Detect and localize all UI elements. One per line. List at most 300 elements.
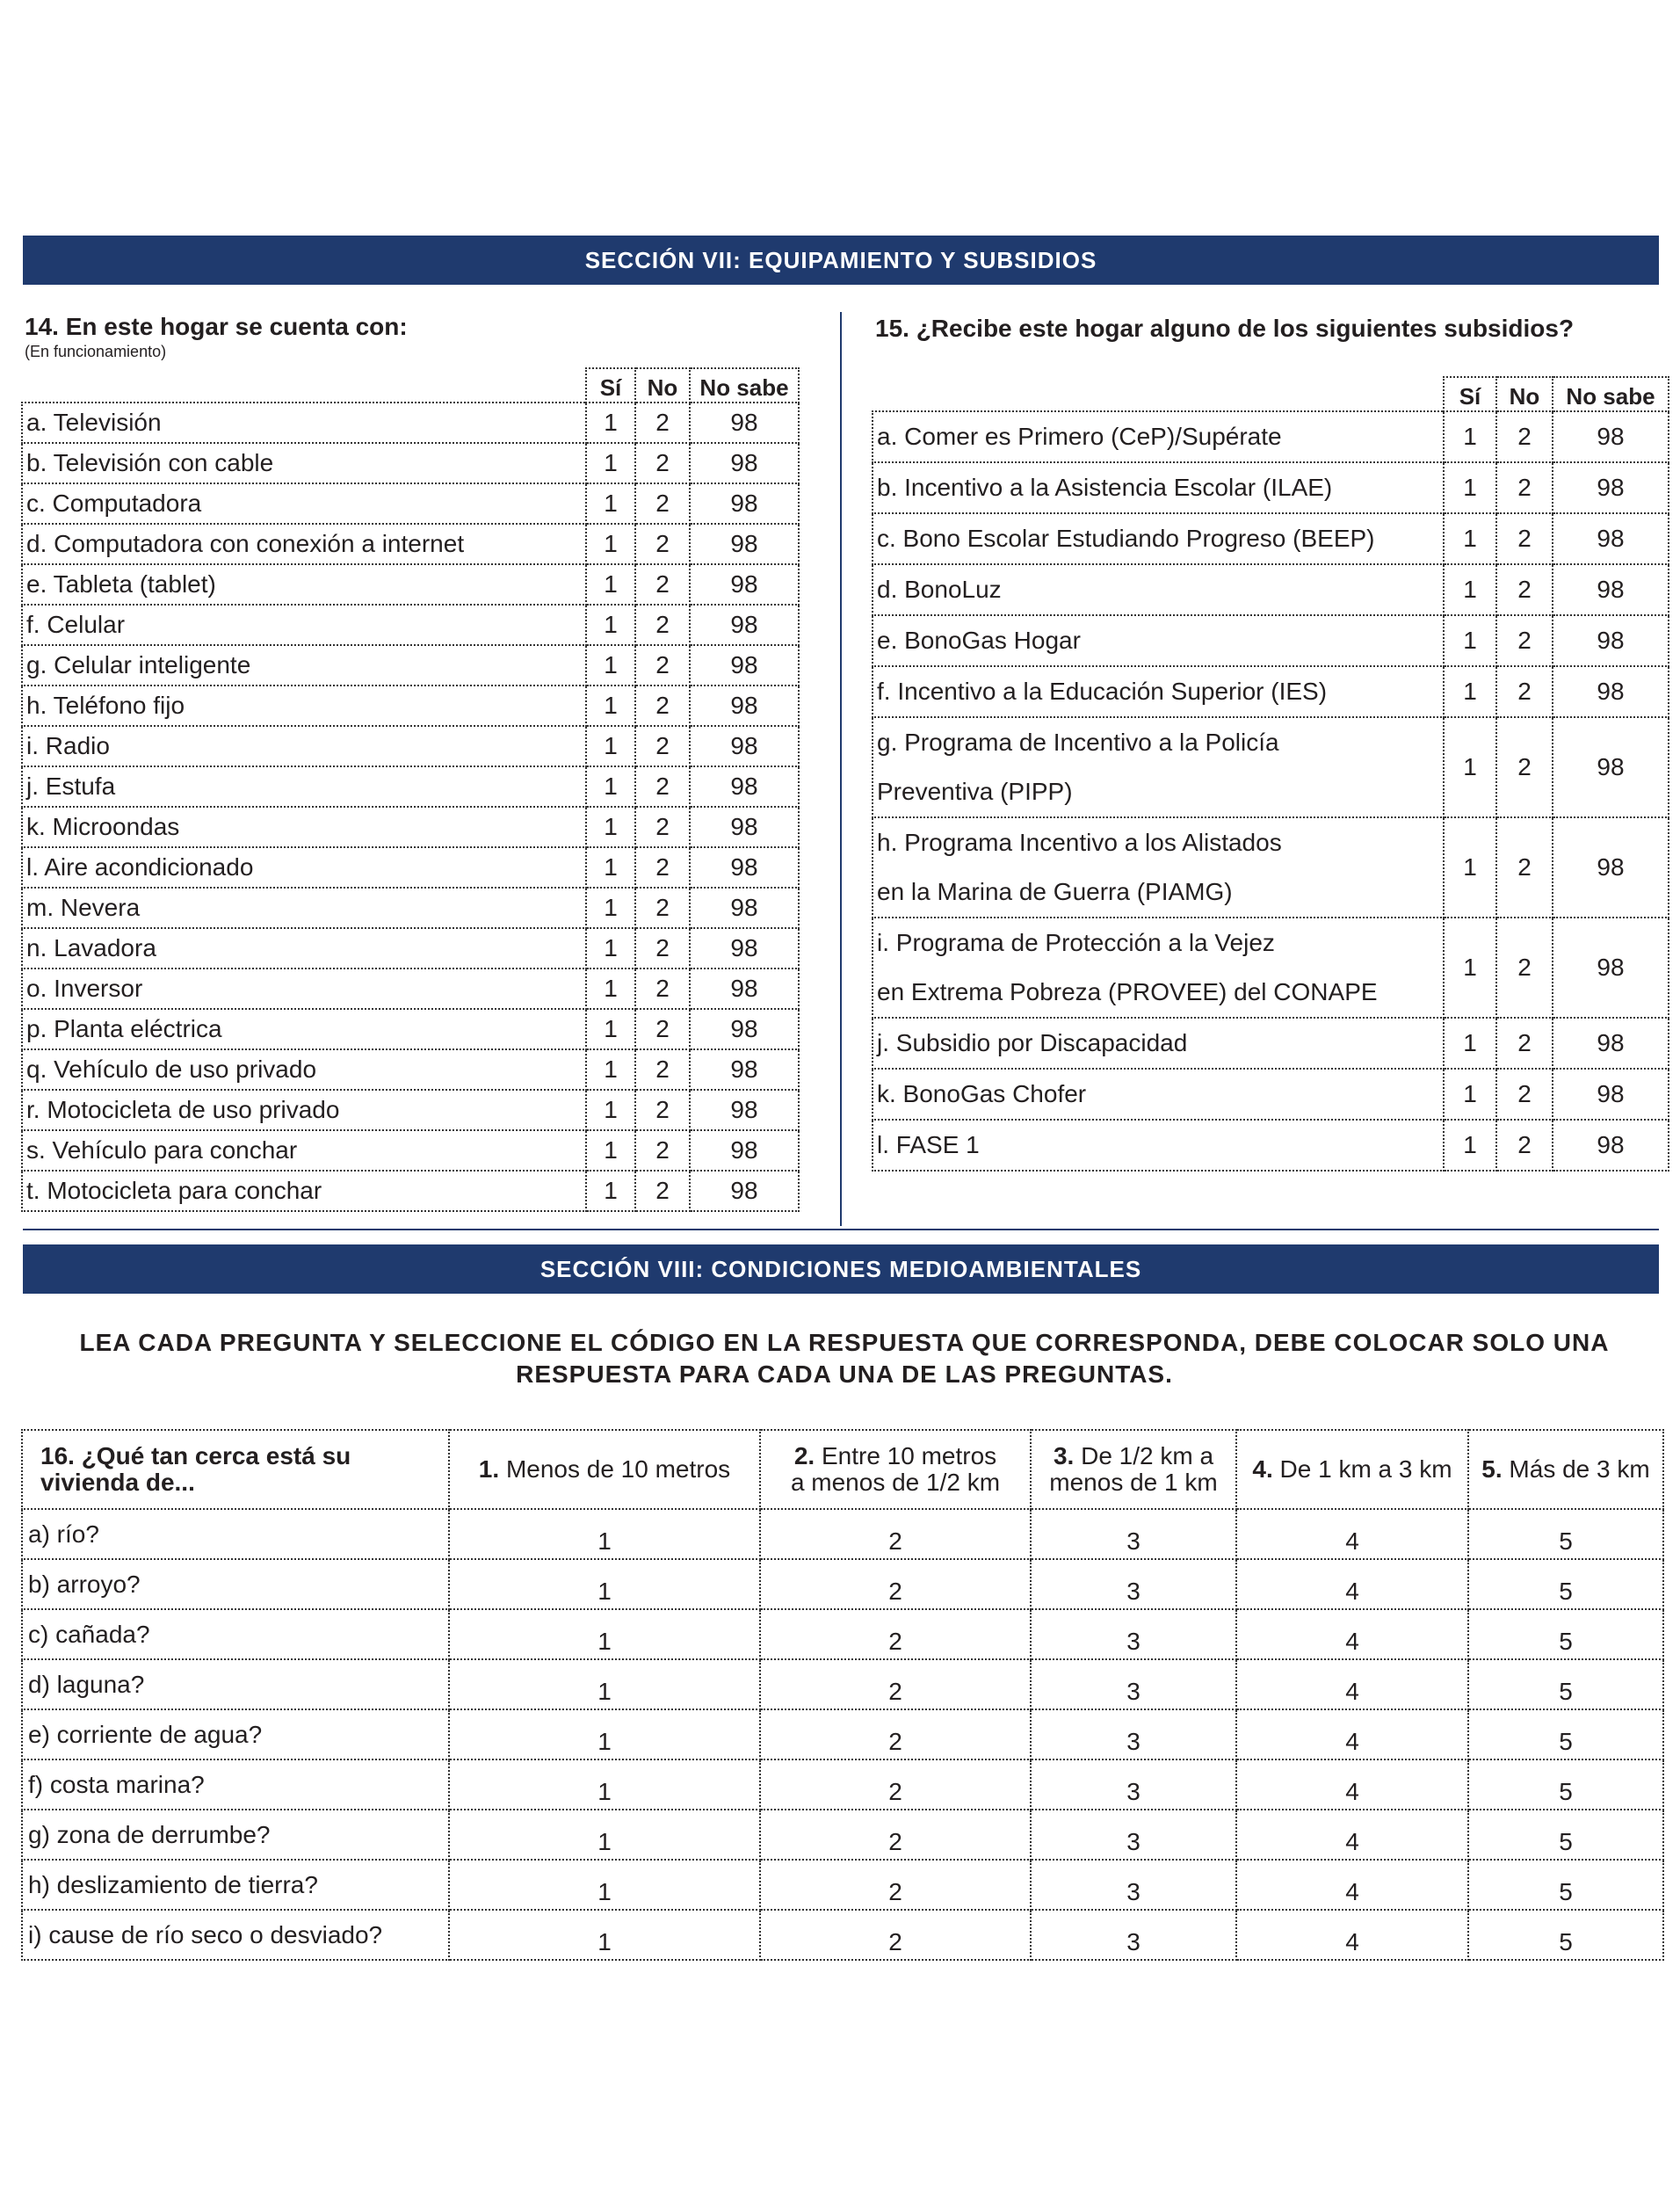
q16-code-cell[interactable] [1236, 1609, 1468, 1659]
q16-code: 5 [1559, 1777, 1573, 1805]
q16-code-cell[interactable] [1468, 1709, 1663, 1759]
q16-code-cell[interactable] [1468, 1609, 1663, 1659]
q14-table [21, 367, 800, 1212]
instruction-line-2: RESPUESTA PARA CADA UNA DE LAS PREGUNTAS. [516, 1360, 1173, 1388]
q15-code-no[interactable]: 2 [1496, 666, 1553, 717]
q15-code-nosabe[interactable]: 98 [1553, 717, 1669, 817]
q16-code-cell[interactable] [760, 1860, 1031, 1910]
q16-code: 1 [597, 1927, 612, 1955]
q16-code: 5 [1559, 1577, 1573, 1605]
q15-row-label [873, 918, 1444, 1018]
q16-row [22, 1860, 1663, 1910]
q16-code-cell[interactable] [760, 1609, 1031, 1659]
q14-code-no[interactable]: 2 [635, 645, 690, 686]
q14-code-no[interactable]: 2 [635, 1009, 690, 1049]
q16-column-number: 4. [1252, 1455, 1273, 1483]
q14-row [22, 1049, 799, 1090]
q14-code-nosabe[interactable]: 98 [690, 766, 799, 807]
q16-row [22, 1759, 1663, 1810]
q14-code-si[interactable]: 1 [586, 645, 635, 686]
q15-row-label [873, 615, 1444, 666]
q16-code-cell[interactable] [449, 1759, 760, 1810]
q16-code: 1 [597, 1877, 612, 1905]
q16-code: 3 [1126, 1777, 1141, 1805]
q15-code-nosabe[interactable]: 98 [1553, 411, 1669, 462]
q14-code-si[interactable]: 1 [586, 928, 635, 969]
q15-row [873, 1018, 1669, 1069]
q16-code-cell[interactable] [1031, 1509, 1236, 1559]
q14-row-label: h. Teléfono fijo [22, 686, 586, 726]
q16-code: 2 [888, 1827, 902, 1855]
q16-code-cell[interactable] [1031, 1759, 1236, 1810]
q15-row [873, 462, 1669, 513]
q16-code-cell[interactable] [1236, 1860, 1468, 1910]
q16-row [22, 1509, 1663, 1559]
q15-code-nosabe[interactable]: 98 [1553, 462, 1669, 513]
q14-code-si[interactable]: 1 [586, 1009, 635, 1049]
q14-row-label: i. Radio [22, 726, 586, 766]
q14-row [22, 847, 799, 888]
q15-code-nosabe[interactable]: 98 [1553, 615, 1669, 666]
q16-code-cell[interactable] [760, 1759, 1031, 1810]
q14-code-no[interactable]: 2 [635, 443, 690, 483]
q16-row-label: f) costa marina? [22, 1759, 449, 1810]
q15-label-line-1: d. BonoLuz [877, 576, 1002, 603]
q16-row [22, 1659, 1663, 1709]
q14-code-si[interactable]: 1 [586, 847, 635, 888]
q16-row-label: i) cause de río seco o desviado? [22, 1910, 449, 1960]
q14-header-no: No [635, 368, 690, 403]
q16-row-label: h) deslizamiento de tierra? [22, 1860, 449, 1910]
q15-code-si[interactable]: 1 [1444, 564, 1496, 615]
q14-row-label: q. Vehículo de uso privado [22, 1049, 586, 1090]
q14-row-label: p. Planta eléctrica [22, 1009, 586, 1049]
q15-label-line-1: c. Bono Escolar Estudiando Progreso (BEEP) [877, 525, 1375, 552]
q16-code-cell[interactable] [449, 1860, 760, 1910]
q14-code-nosabe[interactable]: 98 [690, 483, 799, 524]
q15-row-label [873, 411, 1444, 462]
q15-row-label [873, 1018, 1444, 1069]
q16-column-line-1 [1242, 1456, 1462, 1483]
q15-code-nosabe[interactable]: 98 [1553, 513, 1669, 564]
q14-row [22, 1090, 799, 1130]
q14-row-label: l. Aire acondicionado [22, 847, 586, 888]
q16-code: 5 [1559, 1627, 1573, 1655]
q16-code-cell[interactable] [760, 1509, 1031, 1559]
q16-column-text: Menos de 10 metros [505, 1455, 731, 1483]
q16-code: 2 [888, 1727, 902, 1755]
q14-header-si: Sí [586, 368, 635, 403]
q14-row [22, 403, 799, 443]
q16-code-cell[interactable] [1236, 1810, 1468, 1860]
section-8-header [23, 1244, 1659, 1294]
section-8-instruction [23, 1327, 1666, 1390]
q14-row-label: a. Televisión [22, 403, 586, 443]
q14-code-si[interactable]: 1 [586, 1090, 635, 1130]
section-7-header [23, 236, 1659, 285]
q16-code-cell[interactable] [449, 1709, 760, 1759]
q14-row-label: f. Celular [22, 605, 586, 645]
q15-code-no[interactable]: 2 [1496, 462, 1553, 513]
q16-code-cell[interactable] [1468, 1910, 1663, 1960]
q16-code: 4 [1345, 1777, 1359, 1805]
q15-code-no[interactable]: 2 [1496, 1018, 1553, 1069]
q15-label-line-1: j. Subsidio por Discapacidad [877, 1029, 1188, 1056]
q14-subtitle: (En funcionamiento) [25, 343, 167, 360]
q16-row [22, 1810, 1663, 1860]
q15-code-nosabe[interactable]: 98 [1553, 918, 1669, 1018]
q16-column-text: Más de 3 km [1509, 1455, 1650, 1483]
q16-code: 1 [597, 1827, 612, 1855]
q14-code-no[interactable]: 2 [635, 1090, 690, 1130]
q15-label-line-1: g. Programa de Incentivo a la Policía [877, 729, 1279, 756]
q14-code-nosabe[interactable]: 98 [690, 1171, 799, 1211]
q16-row [22, 1609, 1663, 1659]
q15-label-line-1: a. Comer es Primero (CeP)/Supérate [877, 423, 1282, 450]
q15-code-nosabe[interactable]: 98 [1553, 1069, 1669, 1120]
q14-header-nosabe: No sabe [690, 368, 799, 403]
q15-label-line-2: en Extrema Pobreza (PROVEE) del CONAPE [877, 978, 1378, 1005]
q14-code-nosabe[interactable]: 98 [690, 847, 799, 888]
q14-code-nosabe[interactable]: 98 [690, 443, 799, 483]
q14-code-nosabe[interactable]: 98 [690, 969, 799, 1009]
q16-code-cell[interactable] [760, 1559, 1031, 1609]
q16-code: 4 [1345, 1577, 1359, 1605]
q14-code-si[interactable]: 1 [586, 483, 635, 524]
q14-code-si[interactable]: 1 [586, 766, 635, 807]
q14-code-no[interactable]: 2 [635, 847, 690, 888]
q16-column-line-2: a menos de 1/2 km [790, 1469, 1001, 1496]
q16-row-label: c) cañada? [22, 1609, 449, 1659]
q14-row [22, 524, 799, 564]
q15-header-si: Sí [1444, 377, 1496, 411]
q16-code-cell[interactable] [1236, 1509, 1468, 1559]
q16-code: 3 [1126, 1577, 1141, 1605]
q15-row [873, 411, 1669, 462]
q15-row [873, 666, 1669, 717]
q16-column-number: 3. [1053, 1442, 1075, 1469]
q16-column-text: Entre 10 metros [821, 1442, 997, 1469]
q15-header-nosabe: No sabe [1553, 377, 1669, 411]
q16-code-cell[interactable] [449, 1559, 760, 1609]
q15-row [873, 564, 1669, 615]
q14-code-no[interactable]: 2 [635, 483, 690, 524]
q16-code: 5 [1559, 1677, 1573, 1705]
q16-code: 5 [1559, 1877, 1573, 1905]
q15-code-no[interactable]: 2 [1496, 615, 1553, 666]
q16-code: 2 [888, 1527, 902, 1555]
q15-row-label [873, 513, 1444, 564]
q14-row-label: m. Nevera [22, 888, 586, 928]
q16-row-label: d) laguna? [22, 1659, 449, 1709]
section-8-title: SECCIÓN VIII: CONDICIONES MEDIOAMBIENTALES [539, 1255, 1142, 1282]
q14-header-row [22, 368, 799, 403]
q14-row [22, 1009, 799, 1049]
q16-code-cell[interactable] [760, 1910, 1031, 1960]
q15-row [873, 918, 1669, 1018]
q15-code-nosabe[interactable]: 98 [1553, 1120, 1669, 1171]
q16-column-line-1 [766, 1443, 1025, 1469]
q15-code-si[interactable]: 1 [1444, 666, 1496, 717]
q16-code: 4 [1345, 1877, 1359, 1905]
q14-title: 14. En este hogar se cuenta con: [25, 313, 408, 340]
q15-label-line-1: i. Programa de Protección a la Vejez [877, 929, 1275, 956]
q16-code-cell[interactable] [1468, 1659, 1663, 1709]
q16-code-cell[interactable] [760, 1810, 1031, 1860]
q15-title: 15. ¿Recibe este hogar alguno de los siguientes subsidios? [875, 315, 1575, 342]
q15-code-si[interactable]: 1 [1444, 513, 1496, 564]
q16-code: 4 [1345, 1927, 1359, 1955]
q14-code-no[interactable]: 2 [635, 605, 690, 645]
q16-column-header [449, 1430, 760, 1509]
q16-table [21, 1429, 1664, 1961]
q15-row-label [873, 666, 1444, 717]
q16-code: 2 [888, 1877, 902, 1905]
q15-code-no[interactable]: 2 [1496, 918, 1553, 1018]
q14-code-si[interactable]: 1 [586, 807, 635, 847]
q14-code-no[interactable]: 2 [635, 1049, 690, 1090]
q16-code-cell[interactable] [1236, 1759, 1468, 1810]
q16-code-cell[interactable] [449, 1810, 760, 1860]
q15-row-label [873, 717, 1444, 817]
q15-row-label [873, 1069, 1444, 1120]
q15-code-si[interactable]: 1 [1444, 411, 1496, 462]
q14-code-nosabe[interactable]: 98 [690, 605, 799, 645]
q16-row-label: b) arroyo? [22, 1559, 449, 1609]
q15-code-no[interactable]: 2 [1496, 1069, 1553, 1120]
q16-code-cell[interactable] [1468, 1559, 1663, 1609]
q16-column-line-1 [455, 1456, 754, 1483]
q15-code-si[interactable]: 1 [1444, 817, 1496, 918]
q16-row [22, 1910, 1663, 1960]
q15-code-nosabe[interactable]: 98 [1553, 666, 1669, 717]
q16-code: 2 [888, 1627, 902, 1655]
q16-code: 5 [1559, 1527, 1573, 1555]
q15-label-line-2: Preventiva (PIPP) [877, 778, 1073, 805]
q14-code-si[interactable]: 1 [586, 605, 635, 645]
q16-column-line-2: menos de 1 km [1049, 1469, 1218, 1496]
q16-code-cell[interactable] [1031, 1659, 1236, 1709]
q15-label-line-1: b. Incentivo a la Asistencia Escolar (ILAE) [877, 474, 1333, 501]
q16-title-cell [22, 1430, 449, 1509]
q15-code-no[interactable]: 2 [1496, 1120, 1553, 1171]
q15-code-no[interactable]: 2 [1496, 717, 1553, 817]
q15-code-nosabe[interactable]: 98 [1553, 817, 1669, 918]
q16-code-cell[interactable] [1031, 1559, 1236, 1609]
q14-code-no[interactable]: 2 [635, 726, 690, 766]
q14-row [22, 726, 799, 766]
q14-code-si[interactable]: 1 [586, 1171, 635, 1211]
q15-code-nosabe[interactable]: 98 [1553, 564, 1669, 615]
q16-code-cell[interactable] [1031, 1609, 1236, 1659]
q15-label-line-1: h. Programa Incentivo a los Alistados [877, 829, 1282, 856]
q14-code-no[interactable]: 2 [635, 1171, 690, 1211]
q14-code-nosabe[interactable]: 98 [690, 524, 799, 564]
q16-code: 3 [1126, 1677, 1141, 1705]
q14-code-no[interactable]: 2 [635, 969, 690, 1009]
q16-code-cell[interactable] [1468, 1860, 1663, 1910]
q16-code-cell[interactable] [1468, 1759, 1663, 1810]
q16-code-cell[interactable] [1031, 1709, 1236, 1759]
q14-code-no[interactable]: 2 [635, 928, 690, 969]
q15-header-no: No [1496, 377, 1553, 411]
q16-code: 4 [1345, 1627, 1359, 1655]
q15-row-label [873, 564, 1444, 615]
q14-row [22, 645, 799, 686]
q16-title-line-2: vivienda de... [40, 1469, 195, 1496]
q15-code-si[interactable]: 1 [1444, 1018, 1496, 1069]
q16-code: 3 [1126, 1527, 1141, 1555]
q14-row-label: c. Computadora [22, 483, 586, 524]
q16-code-cell[interactable] [1468, 1509, 1663, 1559]
q15-code-no[interactable]: 2 [1496, 817, 1553, 918]
q16-row [22, 1709, 1663, 1759]
q14-code-nosabe[interactable]: 98 [690, 564, 799, 605]
q15-code-si[interactable]: 1 [1444, 918, 1496, 1018]
q16-code: 3 [1126, 1627, 1141, 1655]
q14-row [22, 605, 799, 645]
q15-row [873, 1120, 1669, 1171]
q16-column-header [1031, 1430, 1236, 1509]
q14-code-nosabe[interactable]: 98 [690, 888, 799, 928]
q14-row [22, 807, 799, 847]
q14-code-nosabe[interactable]: 98 [690, 1049, 799, 1090]
q16-code-cell[interactable] [1031, 1860, 1236, 1910]
q16-row-label: e) corriente de agua? [22, 1709, 449, 1759]
q14-row [22, 443, 799, 483]
q14-code-si[interactable]: 1 [586, 1049, 635, 1090]
q15-code-si[interactable]: 1 [1444, 1069, 1496, 1120]
q15-label-line-1: e. BonoGas Hogar [877, 627, 1081, 654]
q14-code-no[interactable]: 2 [635, 524, 690, 564]
q16-code-cell[interactable] [760, 1709, 1031, 1759]
q14-code-nosabe[interactable]: 98 [690, 645, 799, 686]
q16-code: 3 [1126, 1827, 1141, 1855]
q16-code-cell[interactable] [1031, 1810, 1236, 1860]
q15-code-si[interactable]: 1 [1444, 615, 1496, 666]
q15-row-label [873, 1120, 1444, 1171]
q14-code-no[interactable]: 2 [635, 766, 690, 807]
q16-code-cell[interactable] [449, 1659, 760, 1709]
q16-row [22, 1559, 1663, 1609]
q14-row-label: s. Vehículo para conchar [22, 1130, 586, 1171]
q16-code: 5 [1559, 1727, 1573, 1755]
q14-code-nosabe[interactable]: 98 [690, 1130, 799, 1171]
q14-code-no[interactable]: 2 [635, 888, 690, 928]
q14-code-nosabe[interactable]: 98 [690, 928, 799, 969]
q14-code-si[interactable]: 1 [586, 1130, 635, 1171]
q16-column-text: De 1 km a 3 km [1279, 1455, 1452, 1483]
q14-row-label: d. Computadora con conexión a internet [22, 524, 586, 564]
q15-header-row [873, 377, 1669, 411]
q16-code-cell[interactable] [1468, 1810, 1663, 1860]
q15-row [873, 817, 1669, 918]
q16-code-cell[interactable] [449, 1609, 760, 1659]
q16-code-cell[interactable] [449, 1509, 760, 1559]
q16-code: 1 [597, 1627, 612, 1655]
q16-code-cell[interactable] [449, 1910, 760, 1960]
q16-code-cell[interactable] [1236, 1910, 1468, 1960]
q16-code: 4 [1345, 1827, 1359, 1855]
q14-row-label: j. Estufa [22, 766, 586, 807]
q16-code: 1 [597, 1777, 612, 1805]
q14-code-no[interactable]: 2 [635, 807, 690, 847]
q14-header-blank [22, 368, 586, 403]
q14-code-si[interactable]: 1 [586, 888, 635, 928]
q15-code-si[interactable]: 1 [1444, 462, 1496, 513]
instruction-line-1: LEA CADA PREGUNTA Y SELECCIONE EL CÓDIGO EN LA RESPUESTA QUE CORRESPONDA, DEBE COLOCAR SOLO UNA [79, 1329, 1610, 1356]
q14-code-si[interactable]: 1 [586, 969, 635, 1009]
column-divider [840, 312, 842, 1226]
q14-row-label: k. Microondas [22, 807, 586, 847]
q16-code: 4 [1345, 1677, 1359, 1705]
q14-row-label: r. Motocicleta de uso privado [22, 1090, 586, 1130]
q16-row-label: a) río? [22, 1509, 449, 1559]
q15-label-line-2: en la Marina de Guerra (PIAMG) [877, 878, 1233, 905]
q15-code-si[interactable]: 1 [1444, 717, 1496, 817]
q16-column-line-1 [1037, 1443, 1230, 1469]
q15-row-label [873, 817, 1444, 918]
q16-code: 2 [888, 1677, 902, 1705]
q14-code-nosabe[interactable]: 98 [690, 686, 799, 726]
q16-code: 2 [888, 1577, 902, 1605]
q16-code: 5 [1559, 1927, 1573, 1955]
q15-row [873, 1069, 1669, 1120]
q14-code-si[interactable]: 1 [586, 524, 635, 564]
q16-code-cell[interactable] [1031, 1910, 1236, 1960]
q14-code-si[interactable]: 1 [586, 686, 635, 726]
q14-row [22, 564, 799, 605]
q14-row [22, 686, 799, 726]
q14-code-si[interactable]: 1 [586, 726, 635, 766]
q16-column-number: 2. [793, 1442, 815, 1469]
q14-code-si[interactable]: 1 [586, 403, 635, 443]
q14-code-nosabe[interactable]: 98 [690, 807, 799, 847]
q16-column-header [1468, 1430, 1663, 1509]
q16-column-number: 5. [1481, 1455, 1503, 1483]
q15-label-line-1: f. Incentivo a la Educación Superior (IES) [877, 678, 1328, 705]
q15-row [873, 513, 1669, 564]
q14-code-no[interactable]: 2 [635, 403, 690, 443]
q14-code-nosabe[interactable]: 98 [690, 1009, 799, 1049]
q14-code-no[interactable]: 2 [635, 686, 690, 726]
q15-code-no[interactable]: 2 [1496, 411, 1553, 462]
q16-code: 2 [888, 1777, 902, 1805]
q16-code-cell[interactable] [1236, 1559, 1468, 1609]
q14-row [22, 969, 799, 1009]
q15-code-no[interactable]: 2 [1496, 564, 1553, 615]
q16-title-line-1: 16. ¿Qué tan cerca está su [40, 1442, 351, 1469]
q16-code: 1 [597, 1727, 612, 1755]
q14-code-si[interactable]: 1 [586, 564, 635, 605]
q16-code-cell[interactable] [1236, 1659, 1468, 1709]
section-divider [23, 1229, 1659, 1230]
q14-row [22, 928, 799, 969]
q14-code-nosabe[interactable]: 98 [690, 403, 799, 443]
q14-code-no[interactable]: 2 [635, 564, 690, 605]
q14-row [22, 1171, 799, 1211]
q16-code-cell[interactable] [760, 1659, 1031, 1709]
q15-code-no[interactable]: 2 [1496, 513, 1553, 564]
q14-code-si[interactable]: 1 [586, 443, 635, 483]
q14-code-nosabe[interactable]: 98 [690, 1090, 799, 1130]
q14-code-no[interactable]: 2 [635, 1130, 690, 1171]
q16-code-cell[interactable] [1236, 1709, 1468, 1759]
q14-code-nosabe[interactable]: 98 [690, 726, 799, 766]
q15-table [872, 376, 1669, 1172]
q15-code-nosabe[interactable]: 98 [1553, 1018, 1669, 1069]
q15-code-si[interactable]: 1 [1444, 1120, 1496, 1171]
